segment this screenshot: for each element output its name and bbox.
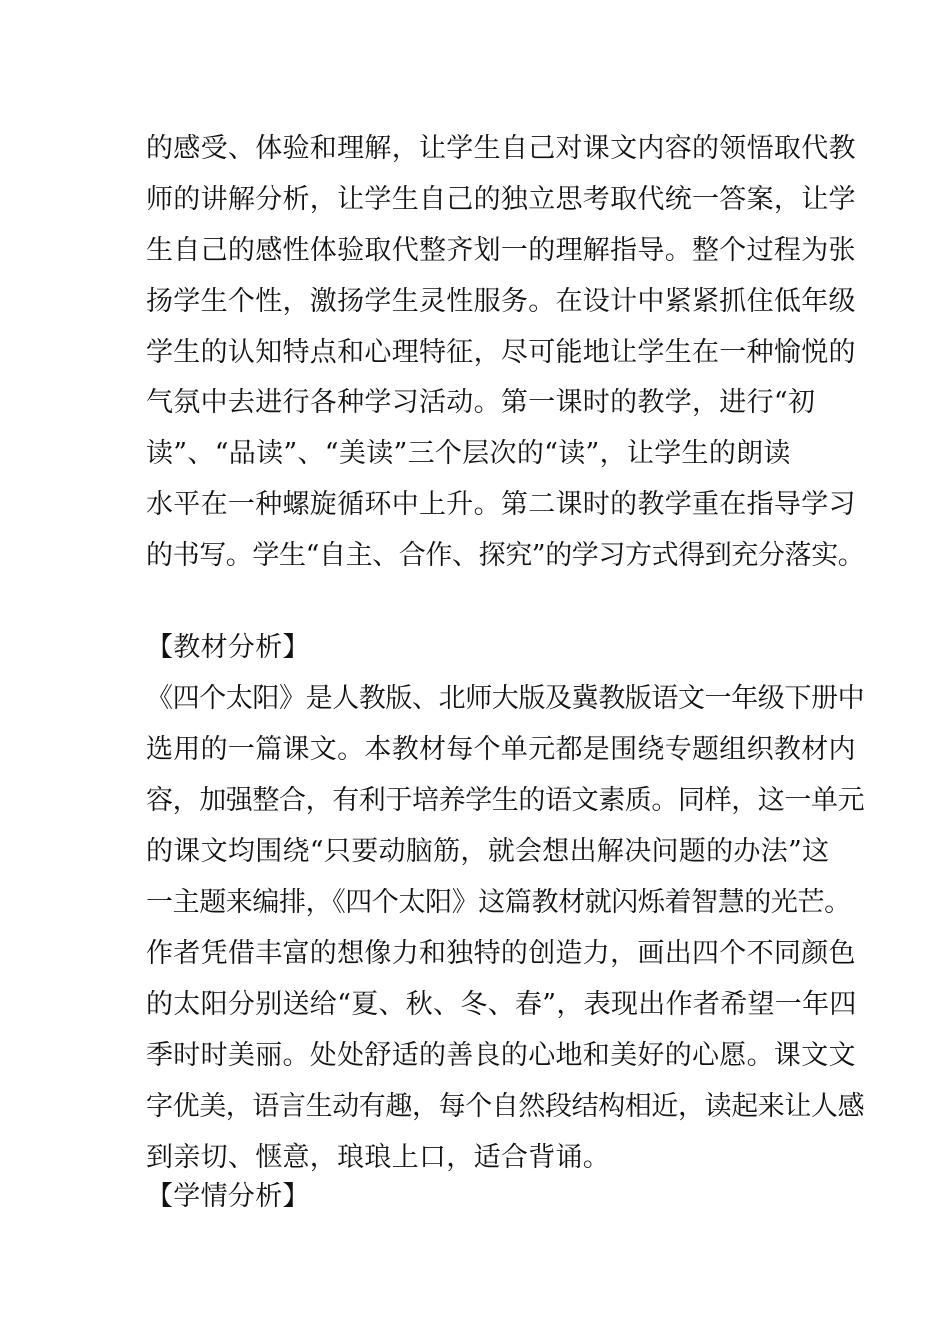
section-heading-textbook-analysis: 【教材分析】 (146, 632, 310, 663)
textbook-analysis-line: 容，加强整合，有利于培养学生的语文素质。同样，这一单元 (146, 785, 865, 816)
paragraph-line: 扬学生个性，激扬学生灵性服务。在设计中紧紧抓住低年级 (146, 286, 856, 317)
textbook-analysis-line: 的课文均围绕“只要动脑筋，就会想出解决问题的办法”这 (146, 836, 830, 867)
paragraph-line: 生自己的感性体验取代整齐划一的理解指导。整个过程为张 (146, 235, 856, 266)
paragraph-line: 师的讲解分析，让学生自己的独立思考取代统一答案，让学 (146, 184, 856, 215)
paragraph-line: 学生的认知特点和心理特征，尽可能地让学生在一种愉悦的 (146, 337, 856, 368)
textbook-analysis-line: 一主题来编排，《四个太阳》这篇教材就闪烁着智慧的光芒。 (146, 887, 851, 918)
paragraph-line: 的书写。学生“自主、合作、探究”的学习方式得到充分落实。 (146, 540, 865, 571)
textbook-analysis-line: 季时时美丽。处处舒适的善良的心地和美好的心愿。课文文 (146, 1040, 856, 1071)
textbook-analysis-line: 《四个太阳》是人教版、北师大版及冀教版语文一年级下册中 (146, 683, 865, 714)
paragraph-line: 气氛中去进行各种学习活动。第一课时的教学，进行“初 (146, 387, 816, 418)
textbook-analysis-line: 字优美，语言生动有趣，每个自然段结构相近，读起来让人感 (146, 1091, 865, 1122)
paragraph-line: 的感受、体验和理解，让学生自己对课文内容的领悟取代教 (146, 133, 856, 164)
textbook-analysis-line: 的太阳分别送给“夏、秋、冬、春”，表现出作者希望一年四 (146, 989, 857, 1020)
textbook-analysis-line: 选用的一篇课文。本教材每个单元都是围绕专题组织教材内 (146, 734, 856, 765)
paragraph-line: 水平在一种螺旋循环中上升。第二课时的教学重在指导学习 (146, 489, 856, 520)
section-heading-student-analysis: 【学情分析】 (146, 1181, 310, 1212)
paragraph-line: 读”、“品读”、“美读”三个层次的“读”，让学生的朗读 (146, 438, 791, 469)
textbook-analysis-line: 作者凭借丰富的想像力和独特的创造力，画出四个不同颜色 (146, 938, 856, 969)
textbook-analysis-line: 到亲切、惬意，琅琅上口，适合背诵。 (146, 1142, 611, 1173)
